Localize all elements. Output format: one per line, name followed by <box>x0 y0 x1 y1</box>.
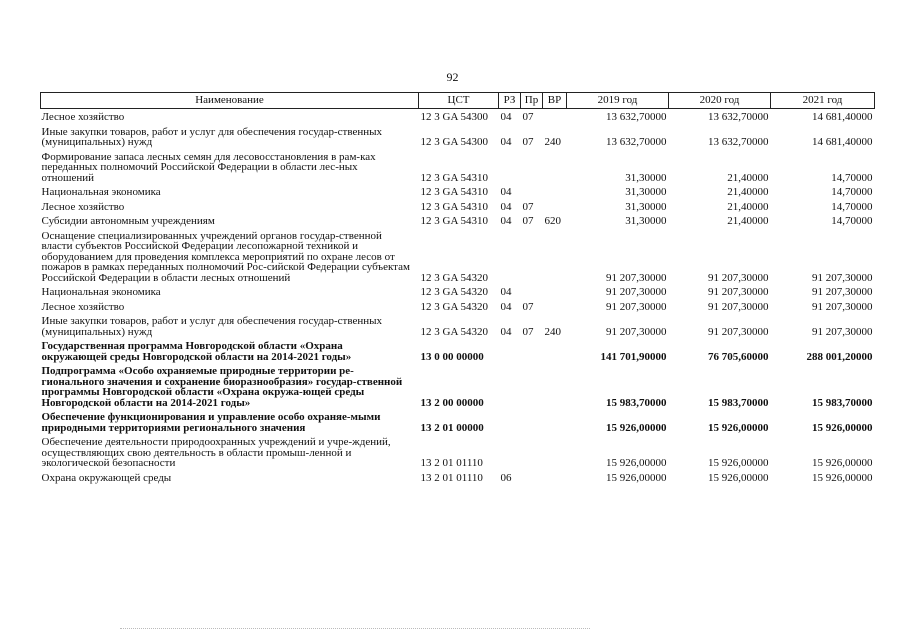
cell-2020: 21,40000 <box>727 186 769 198</box>
header-2021: 2021 год <box>771 93 875 109</box>
cell-rz: 06 <box>500 471 512 484</box>
cell-name: Формирование запаса лесных семян для лесовосстановления в рам-ках переданных полномочий Российской Федерации в области лес-ных отношений <box>41 150 376 184</box>
table-row <box>41 434 875 470</box>
header-cst: ЦСТ <box>419 93 499 109</box>
table-header-row <box>41 93 875 109</box>
header-vr: ВР <box>543 93 567 109</box>
cell-pr <box>521 338 543 363</box>
cell-2020: 91 207,30000 <box>708 300 769 313</box>
cell-rz <box>499 363 521 409</box>
cell-2019: 91 207,30000 <box>606 286 667 298</box>
table-row <box>41 228 875 285</box>
table-row <box>41 313 875 338</box>
cell-2020: 91 207,30000 <box>708 271 769 284</box>
cell-name: Иные закупки товаров, работ и услуг для обеспечения государ-ственных (муниципальных) нужд <box>41 125 383 148</box>
table-row <box>41 284 875 299</box>
table-row <box>41 149 875 185</box>
cell-2020: 13 632,70000 <box>708 136 769 148</box>
cell-2021: 15 926,00000 <box>812 421 873 434</box>
cell-2021: 15 926,00000 <box>812 457 873 469</box>
cell-cst: 12 3 GA 54310 <box>420 215 489 227</box>
cell-vr: 620 <box>544 215 561 227</box>
cell-name: Лесное хозяйство <box>41 200 125 213</box>
table-row <box>41 363 875 409</box>
cell-2020: 91 207,30000 <box>708 286 769 298</box>
cell-name: Государственная программа Новгородской области «Охрана окружающей среды Новгородской области на 2014-2021 годы» <box>41 340 352 363</box>
cell-pr <box>521 184 543 199</box>
cell-2020: 15 926,00000 <box>708 421 769 434</box>
cell-vr <box>543 299 567 314</box>
cell-vr: 240 <box>544 325 561 338</box>
cell-pr <box>521 228 543 285</box>
table-row <box>41 109 875 124</box>
cell-name: Обеспечение функционирования и управление особо охраняе-мыми природными территориями регионального значения <box>41 411 381 434</box>
cell-name: Национальная экономика <box>41 186 161 198</box>
cell-2019: 13 632,70000 <box>606 136 667 148</box>
cell-name: Подпрограмма «Особо охраняемые природные территории ре-гионального значения и сохранение биоразнообразия» государ-ственной программы Новгородской области «Охрана окружа-ющей среды Новгородской области на 2014-2021 годы» <box>41 365 403 409</box>
cell-rz: 04 <box>500 136 512 148</box>
header-2019: 2019 год <box>567 93 669 109</box>
cell-2021: 91 207,30000 <box>812 271 873 284</box>
cell-vr <box>543 109 567 124</box>
cell-rz <box>499 338 521 363</box>
cell-2021: 91 207,30000 <box>812 325 873 338</box>
cell-2020: 21,40000 <box>727 215 769 227</box>
cell-name: Охрана окружающей среды <box>41 471 172 484</box>
cell-cst: 12 3 GA 54320 <box>420 300 489 313</box>
header-rz: РЗ <box>499 93 521 109</box>
cell-rz <box>499 149 521 185</box>
cell-pr: 07 <box>522 300 534 313</box>
cell-vr <box>543 363 567 409</box>
cell-2021: 14 681,40000 <box>812 136 873 148</box>
cell-rz <box>499 434 521 470</box>
cell-2019: 31,30000 <box>625 186 667 198</box>
cell-2021: 15 983,70000 <box>812 396 873 409</box>
cell-2019: 31,30000 <box>625 171 667 184</box>
cell-pr <box>521 470 543 485</box>
cell-2019: 91 207,30000 <box>606 325 667 338</box>
cell-vr <box>543 470 567 485</box>
cell-rz <box>499 228 521 285</box>
cell-cst: 13 2 01 01110 <box>420 457 483 469</box>
cell-vr <box>543 434 567 470</box>
cell-rz: 04 <box>500 286 512 298</box>
table-row <box>41 409 875 434</box>
cell-2019: 13 632,70000 <box>606 111 667 123</box>
cell-rz: 04 <box>500 186 512 198</box>
cell-2020: 15 926,00000 <box>708 457 769 469</box>
budget-table <box>40 92 875 484</box>
cell-2020: 15 983,70000 <box>708 396 769 409</box>
cell-2021: 14 681,40000 <box>812 111 873 123</box>
cell-2019: 141 701,90000 <box>600 350 667 363</box>
cell-name: Субсидии автономным учреждениям <box>41 215 215 227</box>
cell-2020: 15 926,00000 <box>708 471 769 484</box>
cell-cst: 12 3 GA 54310 <box>420 171 489 184</box>
cell-pr: 07 <box>522 325 534 338</box>
cell-2020: 76 705,60000 <box>708 350 769 363</box>
cell-2020: 91 207,30000 <box>708 325 769 338</box>
cell-rz: 04 <box>500 300 512 313</box>
cell-2019: 31,30000 <box>625 215 667 227</box>
cell-2019: 91 207,30000 <box>606 271 667 284</box>
table-row <box>41 470 875 485</box>
cell-2020: 13 632,70000 <box>708 111 769 123</box>
cell-2021: 91 207,30000 <box>812 286 873 298</box>
cell-2020: 21,40000 <box>727 171 769 184</box>
cell-vr <box>543 338 567 363</box>
cell-rz: 04 <box>500 111 512 123</box>
cell-2019: 15 926,00000 <box>606 457 667 469</box>
cell-2021: 14,70000 <box>831 215 873 227</box>
scan-artifact <box>120 628 590 630</box>
cell-2019: 15 926,00000 <box>606 421 667 434</box>
cell-2019: 15 983,70000 <box>606 396 667 409</box>
cell-2021: 14,70000 <box>831 186 873 198</box>
cell-name: Лесное хозяйство <box>41 300 125 313</box>
cell-2021: 91 207,30000 <box>812 300 873 313</box>
cell-pr: 07 <box>522 111 534 123</box>
cell-rz <box>499 409 521 434</box>
cell-cst: 13 2 01 00000 <box>420 421 484 434</box>
table-row <box>41 299 875 314</box>
table-row <box>41 124 875 149</box>
table-row <box>41 184 875 199</box>
cell-cst: 12 3 GA 54320 <box>420 325 489 338</box>
cell-pr <box>521 363 543 409</box>
cell-2021: 14,70000 <box>831 171 873 184</box>
cell-2021: 288 001,20000 <box>806 350 873 363</box>
cell-name: Оснащение специализированных учреждений органов государ-ственной власти субъектов Российской Федерации лесопожарной техникой и оборудованием для проведения комплекса мероприятий по охране лесов от пожаров в рамках переданных полномочий Рос-сийской Федерации субъектам Российской Федерации в области лесных отношений <box>41 229 410 284</box>
table-row <box>41 338 875 363</box>
cell-cst: 12 3 GA 54300 <box>420 136 489 148</box>
cell-cst: 12 3 GA 54320 <box>420 286 489 298</box>
cell-2020: 21,40000 <box>727 200 769 213</box>
cell-rz: 04 <box>500 215 512 227</box>
cell-pr <box>521 409 543 434</box>
cell-vr <box>543 199 567 214</box>
cell-cst: 12 3 GA 54300 <box>420 111 489 123</box>
cell-2021: 14,70000 <box>831 200 873 213</box>
cell-cst: 13 2 00 00000 <box>420 396 484 409</box>
cell-cst: 13 2 01 01110 <box>420 471 483 484</box>
cell-pr <box>521 149 543 185</box>
cell-name: Обеспечение деятельности природоохранных учреждений и учре-ждений, осуществляющих свою деятельность в области промыш-ленной и экологической безопасности <box>41 436 391 469</box>
header-2020: 2020 год <box>669 93 771 109</box>
cell-2019: 15 926,00000 <box>606 471 667 484</box>
header-pr: Пр <box>521 93 543 109</box>
cell-pr <box>521 284 543 299</box>
cell-rz: 04 <box>500 325 512 338</box>
cell-2019: 31,30000 <box>625 200 667 213</box>
cell-vr <box>543 284 567 299</box>
cell-pr: 07 <box>522 200 534 213</box>
cell-cst: 12 3 GA 54310 <box>420 200 489 213</box>
table-row <box>41 199 875 214</box>
cell-cst: 13 0 00 00000 <box>420 350 484 363</box>
cell-2019: 91 207,30000 <box>606 300 667 313</box>
cell-name: Иные закупки товаров, работ и услуг для обеспечения государ-ственных (муниципальных) нужд <box>41 315 383 338</box>
cell-2021: 15 926,00000 <box>812 471 873 484</box>
cell-vr: 240 <box>544 136 561 148</box>
cell-name: Лесное хозяйство <box>41 111 125 123</box>
page-number: 92 <box>446 70 459 84</box>
header-name: Наименование <box>41 93 419 109</box>
cell-pr: 07 <box>522 136 534 148</box>
cell-rz: 04 <box>500 200 512 213</box>
cell-vr <box>543 228 567 285</box>
cell-cst: 12 3 GA 54320 <box>420 271 489 284</box>
cell-pr: 07 <box>522 215 534 227</box>
cell-pr <box>521 434 543 470</box>
cell-cst: 12 3 GA 54310 <box>420 186 489 198</box>
cell-vr <box>543 184 567 199</box>
cell-vr <box>543 149 567 185</box>
cell-vr <box>543 409 567 434</box>
cell-name: Национальная экономика <box>41 286 161 298</box>
table-row <box>41 213 875 228</box>
